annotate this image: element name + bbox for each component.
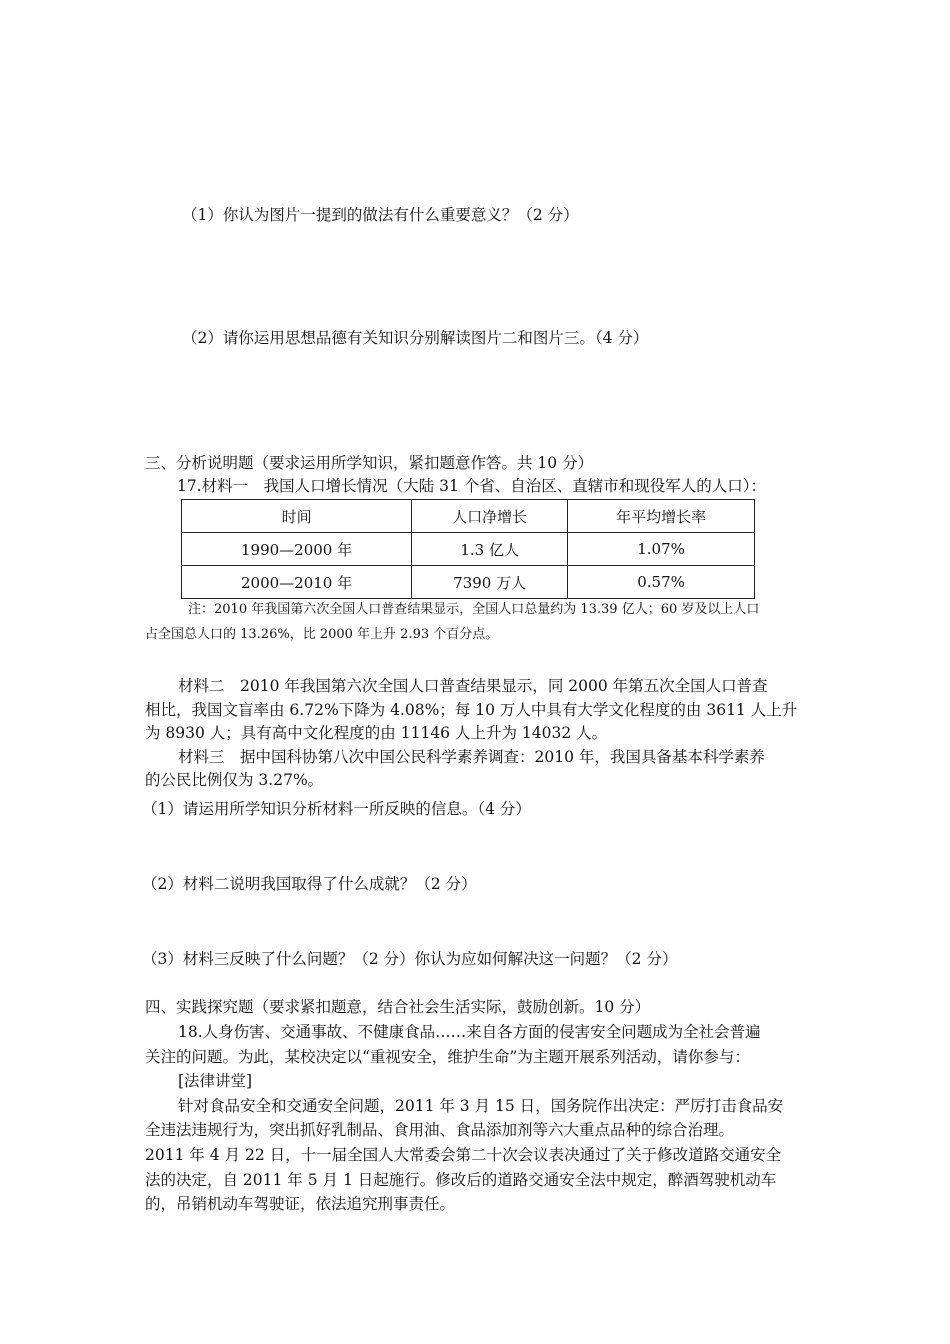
table-cell: 0.57% xyxy=(568,566,755,599)
table-header-cell: 人口净增长 xyxy=(412,500,568,533)
table-cell: 1.3 亿人 xyxy=(412,533,568,566)
section-4-heading: 四、实践探究题（要求紧扣题意，结合社会生活实际，鼓励创新。10 分） xyxy=(145,998,651,1016)
law-text-line-2: 全违法违规行为，突出抓好乳制品、食用油、食品添加剂等六大重点品种的综合治理。 xyxy=(145,1121,735,1139)
table-header-cell: 时间 xyxy=(182,500,412,533)
question-16-1: （1）你认为图片一提到的做法有什么重要意义？（2 分） xyxy=(182,206,579,224)
question-18-line-1: 18.人身伤害、交通事故、不健康食品……来自各方面的侵害安全问题成为全社会普遍 xyxy=(178,1023,761,1041)
question-17-1: （1）请运用所学知识分析材料一所反映的信息。（4 分） xyxy=(142,800,531,818)
table-header-cell: 年平均增长率 xyxy=(568,500,755,533)
law-lecture-label: [法律讲堂] xyxy=(178,1072,253,1090)
question-17-3: （3）材料三反映了什么问题？（2 分）你认为应如何解决这一问题？（2 分） xyxy=(142,950,678,968)
material-2-line-1: 材料二 2010 年我国第六次全国人口普查结果显示，同 2000 年第五次全国人口普查 xyxy=(178,677,768,695)
law-text-line-4: 法的决定，自 2011 年 5 月 1 日起施行。修改后的道路交通安全法中规定，醉酒驾驶机动车 xyxy=(145,1171,777,1189)
table-note-line-2: 占全国总人口的 13.26%，比 2000 年上升 2.93 个百分点。 xyxy=(145,627,499,642)
material-1-title: 17.材料一 我国人口增长情况（大陆 31 个省、自治区、直辖市和现役军人的人口）： xyxy=(177,477,766,495)
table-cell: 1.07% xyxy=(568,533,755,566)
population-table xyxy=(181,499,755,599)
question-17-2: （2）材料二说明我国取得了什么成就？（2 分） xyxy=(142,875,477,893)
table-row xyxy=(182,566,755,599)
table-cell: 1990—2000 年 xyxy=(182,533,412,566)
law-text-line-5: 的，吊销机动车驾驶证，依法追究刑事责任。 xyxy=(145,1195,456,1213)
material-3-line-1: 材料三 据中国科协第八次中国公民科学素养调查：2010 年，我国具备基本科学素养 xyxy=(178,748,765,766)
material-2-line-3: 为 8930 人；具有高中文化程度的由 11146 人上升为 14032 人。 xyxy=(145,724,608,742)
table-header-row xyxy=(182,500,755,533)
section-3-heading: 三、分析说明题（要求运用所学知识，紧扣题意作答。共 10 分） xyxy=(145,454,594,472)
table-cell: 7390 万人 xyxy=(412,566,568,599)
table-note-line-1: 注：2010 年我国第六次全国人口普查结果显示，全国人口总量约为 13.39 亿人；60 岁及以上人口 xyxy=(188,602,760,617)
material-3-line-2: 的公民比例仅为 3.27%。 xyxy=(145,771,324,789)
table-row xyxy=(182,533,755,566)
law-text-line-1: 针对食品安全和交通安全问题，2011 年 3 月 15 日，国务院作出决定：严厉打击食品安 xyxy=(178,1097,784,1115)
question-18-line-2: 关注的问题。为此，某校决定以“重视安全，维护生命”为主题开展系列活动，请你参与： xyxy=(145,1048,750,1066)
table-cell: 2000—2010 年 xyxy=(182,566,412,599)
law-text-line-3: 2011 年 4 月 22 日，十一届全国人大常委会第二十次会议表决通过了关于修改道路交通安全 xyxy=(145,1146,782,1164)
question-16-2: （2）请你运用思想品德有关知识分别解读图片二和图片三。（4 分） xyxy=(182,329,649,347)
material-2-line-2: 相比，我国文盲率由 6.72%下降为 4.08%；每 10 万人中具有大学文化程度的由 3611 人上升 xyxy=(145,701,798,719)
